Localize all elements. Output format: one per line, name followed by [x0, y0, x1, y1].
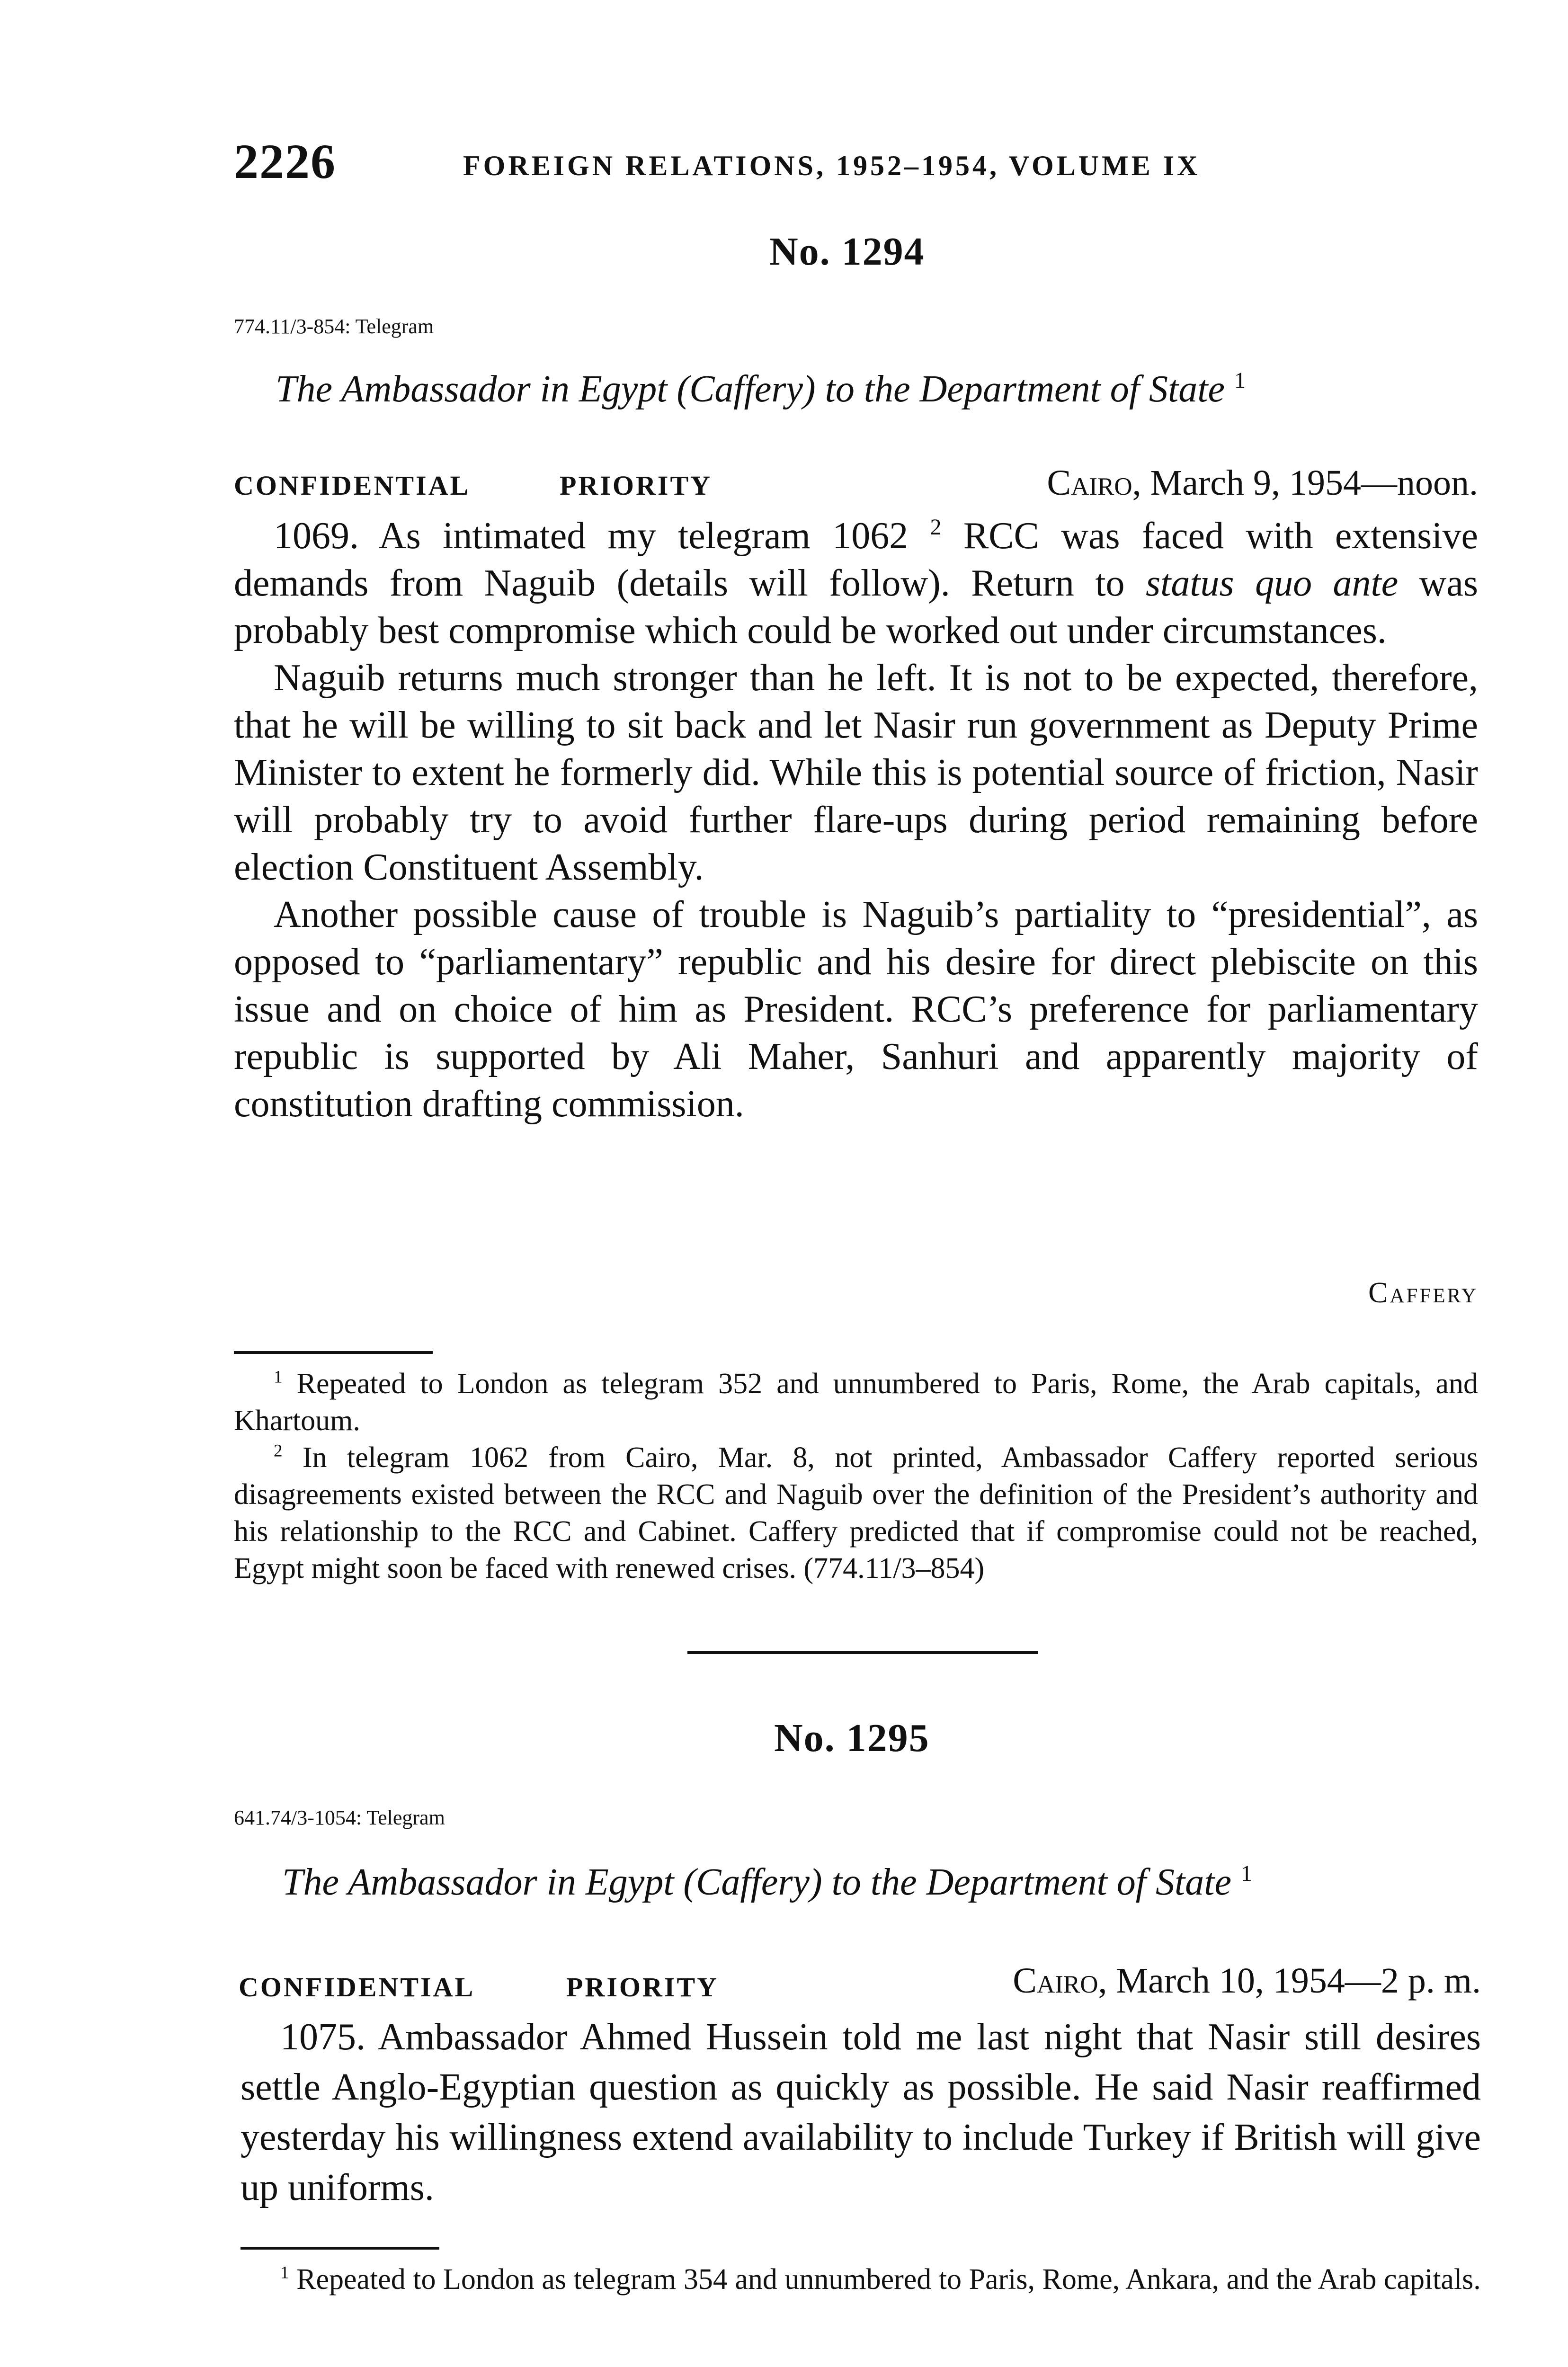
body-paragraph: Another possible cause of trouble is Naguib’s partiality to “presidential”, as opposed to “parliamentary” republic and his desire for direct plebiscite on this issue and on choice of him as President. RCC’s preference for parliamentary republic is supported by Ali Maher, Sanhuri and apparently majority of constitution drafting commission. — [234, 894, 1478, 1125]
heading-text: The Ambassador in Egypt (Caffery) to the Department of State — [282, 1861, 1231, 1903]
document-number: No. 1294 — [769, 230, 925, 274]
dateline-date: , March 10, 1954—2 p. m. — [1098, 1961, 1481, 2001]
dateline-place: Cairo — [1013, 1961, 1098, 2001]
footnote: $^1$ Repeated to London as telegram 352 and unnumbered to Paris, Rome, the Arab capitals, and Khartoum. — [234, 1367, 1478, 1437]
file-reference: 641.74/3-1054: Telegram — [234, 1806, 445, 1829]
classification: CONFIDENTIAL — [239, 1972, 475, 2002]
running-head: FOREIGN RELATIONS, 1952–1954, VOLUME IX — [463, 150, 1201, 181]
document-heading — [276, 370, 1246, 408]
document-body — [241, 2012, 1481, 2213]
section-divider — [687, 1651, 1038, 1654]
body-paragraph: 1069. As intimated my telegram 1062 $^2$ RCC was faced with extensive demands from Naguib (details will follow). Return to status quo ante was probably best compromise which could be worked out under circumstances. — [234, 515, 1479, 651]
classification: CONFIDENTIAL — [234, 470, 471, 501]
footnote-marker: 1 — [1234, 368, 1246, 393]
heading-text: The Ambassador in Egypt (Caffery) to the Department of State — [276, 368, 1225, 410]
dateline-place: Cairo — [1047, 463, 1132, 503]
precedence: PRIORITY — [566, 1972, 719, 2002]
page-number: 2226 — [234, 134, 336, 189]
footnote-marker: 2 — [930, 515, 942, 540]
footnotes — [241, 2261, 1481, 2298]
dateline — [1047, 465, 1478, 501]
signature: Caffery — [1368, 1277, 1478, 1309]
footnotes — [234, 1365, 1478, 1587]
document-number: No. 1295 — [774, 1716, 930, 1760]
footnote-marker: 1 — [1240, 1861, 1252, 1886]
footnote-divider — [241, 2247, 439, 2250]
footnote: $^1$ Repeated to London as telegram 354 and unnumbered to Paris, Rome, Ankara, and the Arab capitals. — [280, 2263, 1481, 2296]
body-paragraph: 1075. Ambassador Ahmed Hussein told me last night that Nasir still desires settle Anglo-Egyptian question as quickly as possible. He said Nasir reaffirmed yesterday his willingness extend availability to include Turkey if British will give up uniforms. — [241, 2016, 1481, 2208]
document-heading — [282, 1863, 1252, 1901]
body-paragraph: Naguib returns much stronger than he left. It is not to be expected, therefore, that he will be willing to sit back and let Nasir run government as Deputy Prime Minister to extent he formerly did. While this is potential source of friction, Nasir will probably try to avoid further flare-ups during period remaining before election Constituent Assembly. — [234, 657, 1478, 888]
document-body — [234, 512, 1478, 1128]
precedence: PRIORITY — [560, 470, 713, 501]
dateline — [1013, 1963, 1481, 1999]
dateline-date: , March 9, 1954—noon. — [1132, 463, 1478, 503]
footnote: $^2$ In telegram 1062 from Cairo, Mar. 8, not printed, Ambassador Caffery reported serious disagreements existed between the RCC and Naguib over the definition of the President’s authority and his relationship to the RCC and Cabinet. Caffery predicted that if compromise could not be reached, Egypt might soon be faced with renewed crises. (774.11/3–854) — [234, 1441, 1478, 1584]
footnote-divider — [234, 1351, 433, 1354]
file-reference: 774.11/3-854: Telegram — [234, 315, 434, 338]
